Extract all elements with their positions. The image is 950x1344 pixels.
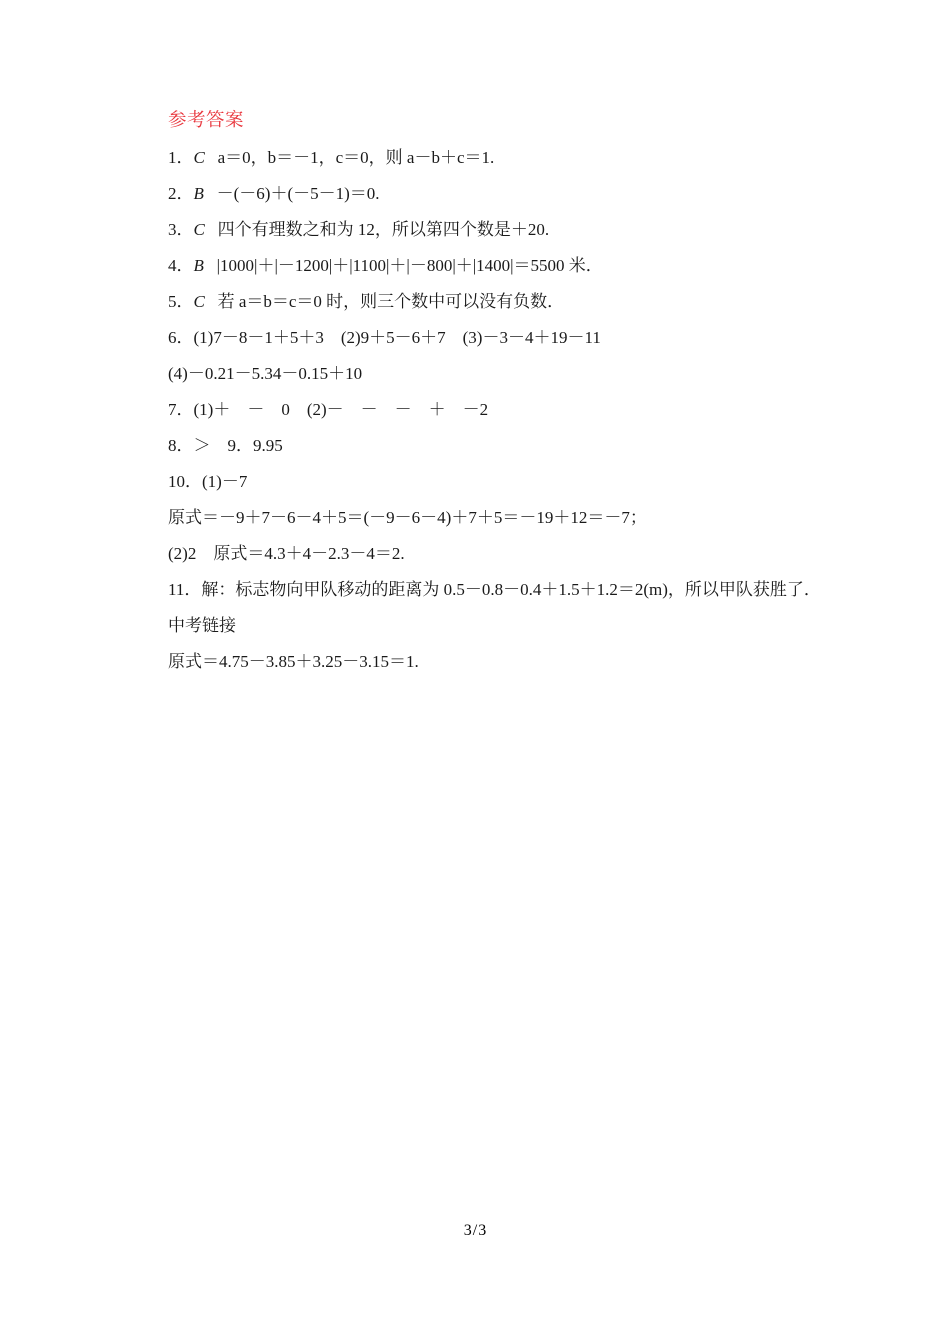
answer-item-2	[168, 180, 828, 208]
answer-text: a＝0，b＝－1，c＝0，则 a－b＋c＝1.	[217, 148, 495, 168]
answer-item-6: 6．(1)7－8－1＋5＋3 (2)9＋5－6＋7 (3)－3－4＋19－11	[168, 328, 601, 348]
answer-item-6-continued: (4)－0.21－5.34－0.15＋10	[168, 364, 363, 384]
answer-item-5	[168, 288, 828, 316]
section-zhongkao-link: 中考链接	[168, 616, 236, 636]
answer-item-1	[168, 144, 828, 172]
answer-item-11: 11．解：标志物向甲队移动的距离为 0.5－0.8－0.4＋1.5＋1.2＝2(m)，所以甲队获胜了．	[168, 580, 821, 600]
zhongkao-answer: 原式＝4.75－3.85＋3.25－3.15＝1.	[168, 652, 419, 672]
page-title: 参考答案	[168, 109, 245, 130]
page-footer	[0, 1222, 950, 1240]
answer-item-7: 7．(1)＋ － 0 (2)－ － － ＋ －2	[168, 400, 489, 420]
answer-number: 3．	[168, 220, 194, 240]
answer-choice: B	[193, 256, 204, 276]
footer-current-page: 3	[463, 1222, 472, 1239]
answer-number: 1．	[168, 148, 194, 168]
answer-text: －(－6)＋(－5－1)＝0.	[216, 184, 380, 204]
answer-text: |1000|＋|－1200|＋|1100|＋|－800|＋|1400|＝5500 米．	[216, 256, 603, 276]
answer-item-3	[168, 216, 828, 244]
answer-number: 2．	[168, 184, 194, 204]
answer-item-10-part2: (2)2 原式＝4.3＋4－2.3－4＝2.	[168, 544, 405, 564]
answer-item-10: 10．(1)－7	[168, 472, 248, 492]
answer-content	[168, 108, 828, 685]
answer-choice: C	[193, 220, 205, 240]
answer-number: 5．	[168, 292, 194, 312]
answer-number: 4．	[168, 256, 194, 276]
footer-total-pages: 3	[478, 1222, 487, 1239]
answer-item-8-9: 8．＞ 9．9.95	[168, 436, 283, 456]
answer-choice: B	[193, 184, 204, 204]
answer-item-10-work: 原式＝－9＋7－6－4＋5＝(－9－6－4)＋7＋5＝－19＋12＝－7；	[168, 508, 647, 528]
answer-item-4	[168, 252, 828, 280]
answer-choice: C	[193, 148, 205, 168]
answer-text: 四个有理数之和为 12，所以第四个数是＋20.	[217, 220, 550, 240]
answer-text: 若 a＝b＝c＝0 时，则三个数中可以没有负数．	[217, 292, 565, 312]
footer-separator: /	[472, 1222, 478, 1239]
answer-choice: C	[193, 292, 205, 312]
